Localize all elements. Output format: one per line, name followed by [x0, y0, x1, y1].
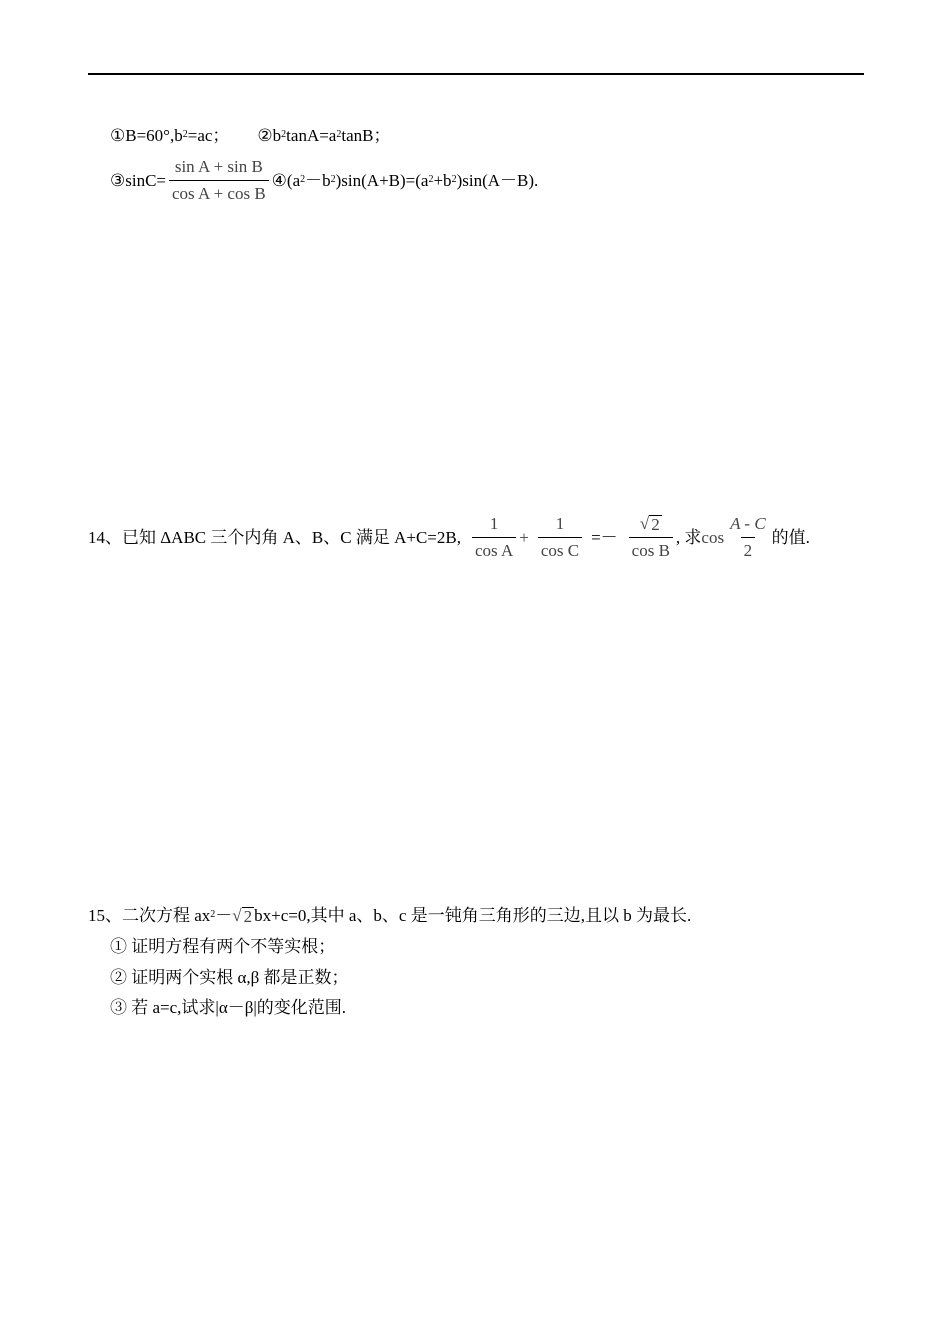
item-3-numerator: sin A + sin B — [174, 157, 263, 176]
q14-f1-num: 1 — [489, 514, 499, 533]
q15-sub-3: ③ 若 a=c,试求|α－β|的变化范围. — [110, 998, 347, 1017]
item-3-denominator: cos A + cos B — [169, 180, 269, 204]
q14-f3-root: 2 — [651, 515, 660, 534]
q14-f2-num: 1 — [555, 514, 565, 533]
item-row-2: ③ sinC= $\frac{\text{sin A + sin B}}{\text{cos A + cos B}}$ ④ (a $^2$ －b $^2$ )sin(A+B)=(a $^2$ +b $^2$ )sin(A－B). — [110, 157, 539, 203]
item-2-mark: ② — [257, 126, 273, 145]
item-3-fraction — [169, 157, 269, 204]
q14-sqrt — [640, 514, 662, 534]
item-4-b: －b — [305, 170, 331, 190]
q14-plus: + — [519, 527, 529, 547]
q14-fraction-2 — [538, 514, 582, 561]
q14-equals: =－ — [591, 527, 618, 547]
item-2-mid: tanA=a — [286, 126, 337, 145]
question-15: 15、二次方程 ax $^2$ － √ 2 bx+c=0,其中 a、b、c 是一钝角三角形的三边,且以 b 为最长. — [88, 906, 692, 926]
q14-fraction-3 — [629, 514, 673, 561]
item-1-mark: ① — [110, 126, 126, 145]
q14-fraction-4 — [727, 514, 769, 561]
question-14 — [88, 514, 810, 561]
item-3-mark: ③ — [110, 170, 126, 190]
item-4-a: (a — [286, 170, 301, 190]
q15-pre: 15、二次方程 ax — [88, 906, 211, 925]
q14-cos: cos — [701, 527, 725, 547]
q14-f4-num: A - C — [730, 514, 766, 533]
q14-f3-den: cos B — [629, 537, 673, 561]
sqrt-symbol-icon: √ — [639, 514, 650, 533]
item-3-label: sinC= — [125, 170, 167, 190]
item-row-1: ① B=60°,b $^2$ =ac； ② b $^2$ tanA=a $^2$ tanB； — [110, 126, 391, 145]
q15-sqrt — [232, 906, 254, 926]
item-4-d: +b — [433, 170, 452, 190]
q14-f1-den: cos A — [472, 537, 516, 561]
item-4-mark: ④ — [271, 170, 287, 190]
q15-sub-2: ② 证明两个实根 α,β 都是正数； — [110, 968, 349, 987]
q14-mid: , 求 — [675, 527, 702, 547]
item-4-e: )sin(A－B). — [456, 170, 539, 190]
q15-sub-1: ① 证明方程有两个不等实根； — [110, 937, 336, 956]
sqrt-symbol-icon: √ — [232, 906, 242, 925]
q14-suffix: 的值. — [771, 527, 810, 547]
q14-f2-den: cos C — [538, 537, 582, 561]
item-1-rest: =ac； — [187, 126, 230, 145]
item-2-pre: b — [272, 126, 282, 145]
q15-root: 2 — [243, 907, 253, 926]
q15-post: bx+c=0,其中 a、b、c 是一钝角三角形的三边,且以 b 为最长. — [254, 906, 692, 925]
q14-f3-num — [637, 514, 665, 537]
q14-fraction-1 — [472, 514, 516, 561]
q14-prefix: 14、已知 ΔABC 三个内角 A、B、C 满足 A+C=2B, — [88, 527, 461, 547]
item-4-c: )sin(A+B)=(a — [335, 170, 429, 190]
q14-f4-den: 2 — [741, 537, 756, 561]
q15-minus: － — [215, 906, 233, 925]
header-rule — [88, 73, 864, 75]
item-1-text: B=60°,b — [125, 126, 183, 145]
item-2-rest: tanB； — [341, 126, 391, 145]
